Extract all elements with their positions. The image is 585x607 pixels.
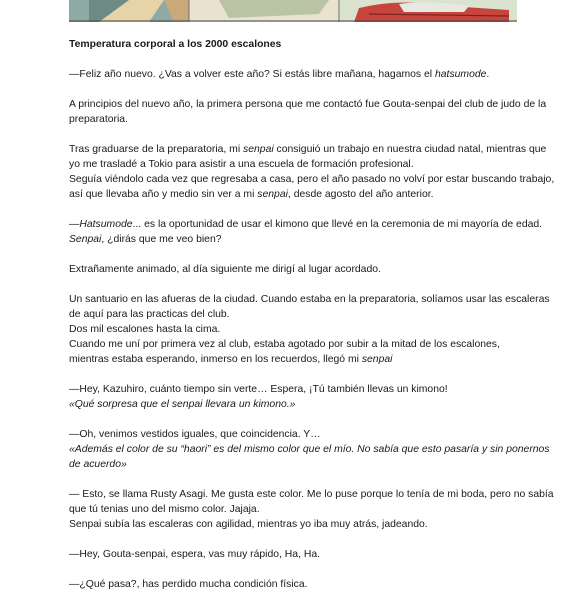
text-run: Senpai subía las escaleras con agilidad, mientras yo iba muy atrás, jadeando. — [69, 519, 428, 530]
italic-text: «Qué sorpresa que el senpai llevara un kimono.» — [69, 399, 296, 410]
text-line — [69, 262, 519, 277]
text-run: ... es la oportunidad de usar el kimono que llevé en la ceremonia de mi mayoría de edad. — [132, 219, 543, 230]
italic-text: senpai — [361, 354, 393, 365]
text-line — [69, 217, 543, 232]
text-line — [69, 157, 519, 172]
text-line — [69, 382, 519, 397]
paragraph — [69, 427, 550, 472]
text-run: así que llevaba año y medio sin ver a mi — [69, 189, 258, 200]
text-line — [69, 142, 547, 157]
paragraph — [69, 262, 519, 277]
text-run: —¿Qué pasa?, has perdido mucha condición física. — [69, 579, 308, 590]
manga-illustration — [69, 0, 517, 22]
illustration-art — [69, 0, 517, 22]
italic-text: senpai — [257, 189, 288, 200]
text-run: A principios del nuevo año, la primera persona que me contactó fue Gouta-senpai del club de judo de la — [69, 99, 547, 110]
text-line — [69, 442, 550, 457]
text-line — [69, 487, 554, 502]
text-line — [69, 322, 519, 337]
text-line — [69, 547, 519, 562]
text-run: yo me trasladé a Tokio para asistir a una escuela de formación profesional. — [69, 159, 414, 170]
text-run: Cuando me uní por primera vez al club, estaba agotado por subir a la mitad de los escalones, — [69, 339, 500, 350]
text-line — [69, 67, 519, 82]
text-run: — Esto, se llama Rusty Asagi. Me gusta este color. Me lo puse porque lo tenía de mi boda, pero no sabía — [69, 489, 554, 500]
document-title: Temperatura corporal a los 2000 escalones — [69, 39, 282, 50]
text-run: , desde agosto del año anterior. — [287, 189, 434, 200]
document — [69, 37, 555, 607]
paragraph — [69, 547, 519, 562]
text-run: Extrañamente animado, al día siguiente me dirigí al lugar acordado. — [69, 264, 381, 275]
text-run: —Feliz año nuevo. ¿Vas a volver este año? Si estás libre mañana, hagamos el — [69, 69, 435, 80]
text-line — [69, 292, 550, 307]
text-run: —Oh, venimos vestidos iguales, que coincidencia. Y… — [69, 429, 321, 440]
text-run: mientras estaba esperando, inmerso en los recuerdos, llegó mi — [69, 354, 362, 365]
text-line — [69, 337, 519, 352]
text-line — [69, 397, 519, 412]
paragraph — [69, 217, 543, 247]
paragraph — [69, 487, 554, 532]
text-run: —Hey, Gouta-senpai, espera, vas muy rápido, Ha, Ha. — [69, 549, 321, 560]
text-run: Dos mil escalones hasta la cima. — [69, 324, 221, 335]
text-run: de aquí para las practicas del club. — [69, 309, 230, 320]
text-line — [69, 112, 519, 127]
text-line — [69, 97, 547, 112]
document-body — [69, 67, 555, 592]
italic-text: senpai — [243, 144, 274, 155]
text-line — [69, 172, 555, 187]
text-line — [69, 517, 519, 532]
text-line — [69, 307, 519, 322]
text-run: . — [486, 69, 490, 80]
text-line — [69, 187, 519, 202]
paragraph — [69, 142, 555, 202]
italic-text: Hatsumode — [79, 219, 133, 230]
italic-text: Senpai — [69, 234, 102, 245]
paragraph — [69, 292, 550, 367]
text-run: consiguió un trabajo en nuestra ciudad natal, mientras que — [273, 144, 547, 155]
paragraph — [69, 382, 519, 412]
text-run: , ¿dirás que me veo bien? — [101, 234, 222, 245]
text-line — [69, 457, 519, 472]
text-run: Tras graduarse de la preparatoria, mi — [69, 144, 244, 155]
text-run: — — [69, 219, 80, 230]
text-line — [69, 427, 519, 442]
italic-text: hatsumode — [435, 69, 487, 80]
text-line — [69, 352, 519, 367]
text-run: Un santuario en las afueras de la ciudad. Cuando estaba en la preparatoria, solíamos usar las escaleras — [69, 294, 550, 305]
text-line — [69, 232, 519, 247]
paragraph — [69, 97, 547, 127]
text-line — [69, 502, 519, 517]
text-run: preparatoria. — [69, 114, 128, 125]
text-run: —Hey, Kazuhiro, cuánto tiempo sin verte… Espera, ¡Tú también llevas un kimono! — [69, 384, 448, 395]
italic-text: de acuerdo» — [69, 459, 127, 470]
italic-text: «Además el color de su “haori” es del mismo color que el mío. No sabía que esto pasaría y sin ponernos — [69, 444, 550, 455]
text-run: que tú tenias uno del mismo color. Jajaja. — [69, 504, 260, 515]
paragraph — [69, 67, 519, 82]
text-run: Seguía viéndolo cada vez que regresaba a casa, pero el año pasado no volví por estar buscando trabajo, — [69, 174, 555, 185]
